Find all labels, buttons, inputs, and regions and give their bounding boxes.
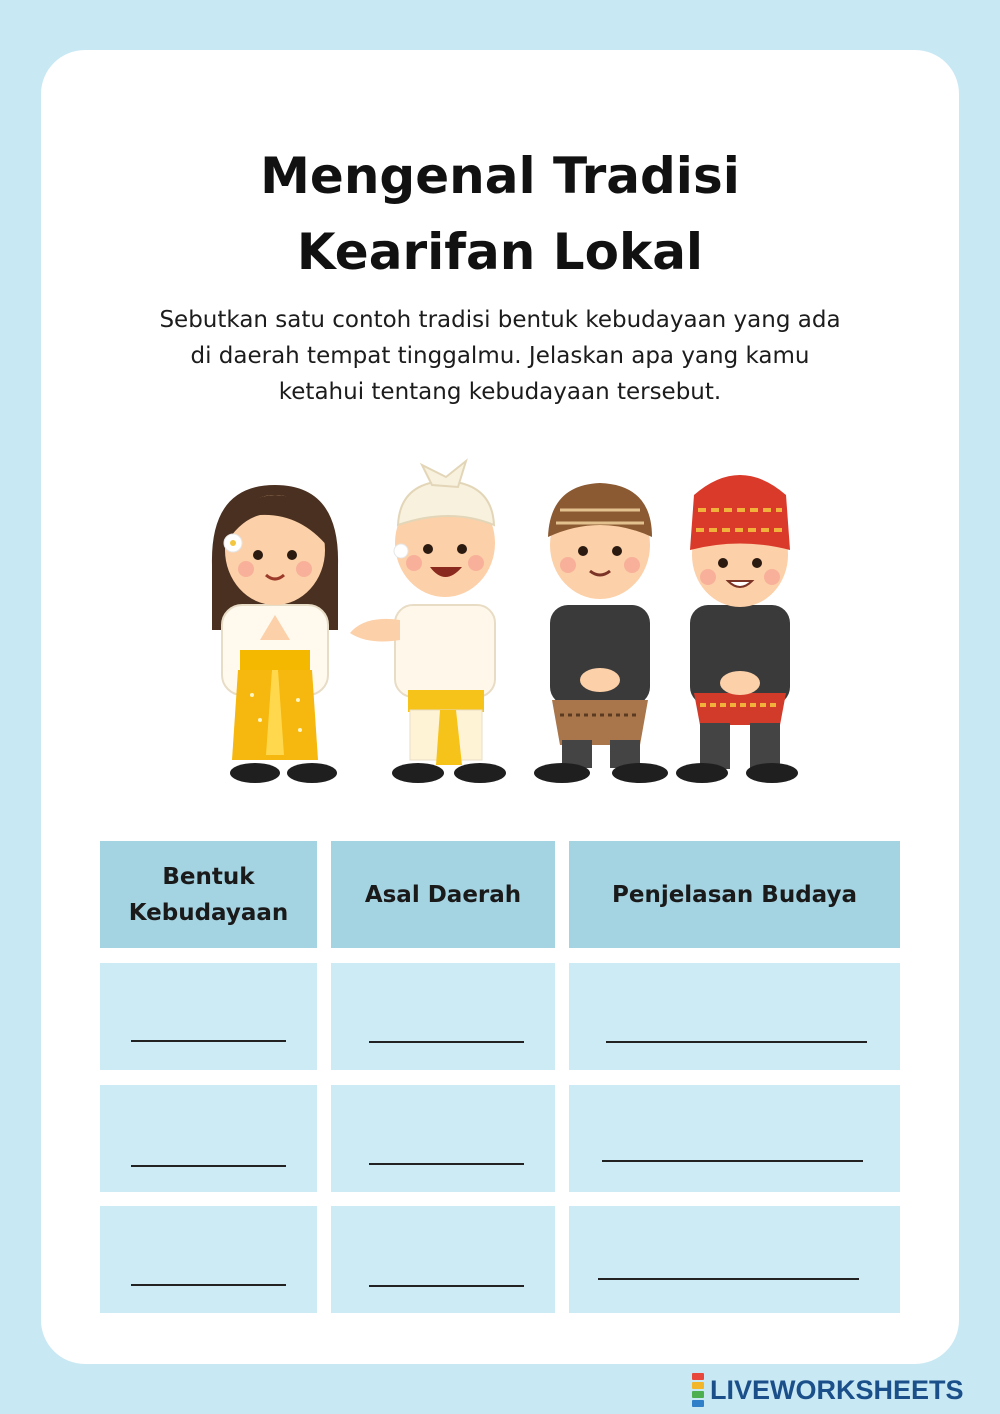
instructions bbox=[130, 302, 870, 410]
children-traditional-clothing-illustration bbox=[200, 455, 800, 790]
liveworksheets-branding bbox=[692, 1373, 992, 1407]
answer-line bbox=[598, 1278, 859, 1280]
table-cell[interactable] bbox=[569, 1206, 900, 1313]
worksheet-title bbox=[0, 138, 1000, 290]
answer-line bbox=[606, 1041, 867, 1043]
table-cell[interactable] bbox=[100, 1085, 317, 1192]
answer-line bbox=[369, 1041, 524, 1043]
instruction-line-1: Sebutkan satu contoh tradisi bentuk kebudayaan yang ada bbox=[159, 307, 841, 333]
title-line-2: Kearifan Lokal bbox=[296, 223, 704, 281]
table-cell[interactable] bbox=[331, 1085, 555, 1192]
liveworksheets-logo-icon bbox=[692, 1373, 704, 1407]
answer-line bbox=[369, 1285, 524, 1287]
table-cell[interactable] bbox=[569, 963, 900, 1070]
answer-line bbox=[131, 1284, 286, 1286]
header-asal-daerah: Asal Daerah bbox=[331, 841, 555, 948]
child-boy-blangkon bbox=[534, 483, 668, 783]
header-bentuk-kebudayaan: Bentuk Kebudayaan bbox=[100, 841, 317, 948]
header-penjelasan-budaya: Penjelasan Budaya bbox=[569, 841, 900, 948]
instruction-line-3: ketahui tentang kebudayaan tersebut. bbox=[278, 379, 722, 405]
title-line-1: Mengenal Tradisi bbox=[260, 147, 740, 205]
table-cell[interactable] bbox=[100, 1206, 317, 1313]
answer-line bbox=[131, 1165, 286, 1167]
answer-line bbox=[131, 1040, 286, 1042]
answer-line bbox=[369, 1163, 524, 1165]
table-cell[interactable] bbox=[100, 963, 317, 1070]
child-boy-udeng bbox=[350, 461, 506, 783]
table-cell[interactable] bbox=[331, 1206, 555, 1313]
table-cell[interactable] bbox=[569, 1085, 900, 1192]
answer-line bbox=[602, 1160, 863, 1162]
instruction-line-2: di daerah tempat tinggalmu. Jelaskan apa yang kamu bbox=[190, 343, 810, 369]
brand-text: LIVEWORKSHEETS bbox=[710, 1374, 964, 1405]
child-girl bbox=[212, 485, 338, 783]
table-cell[interactable] bbox=[331, 963, 555, 1070]
child-boy-songket bbox=[676, 475, 798, 783]
